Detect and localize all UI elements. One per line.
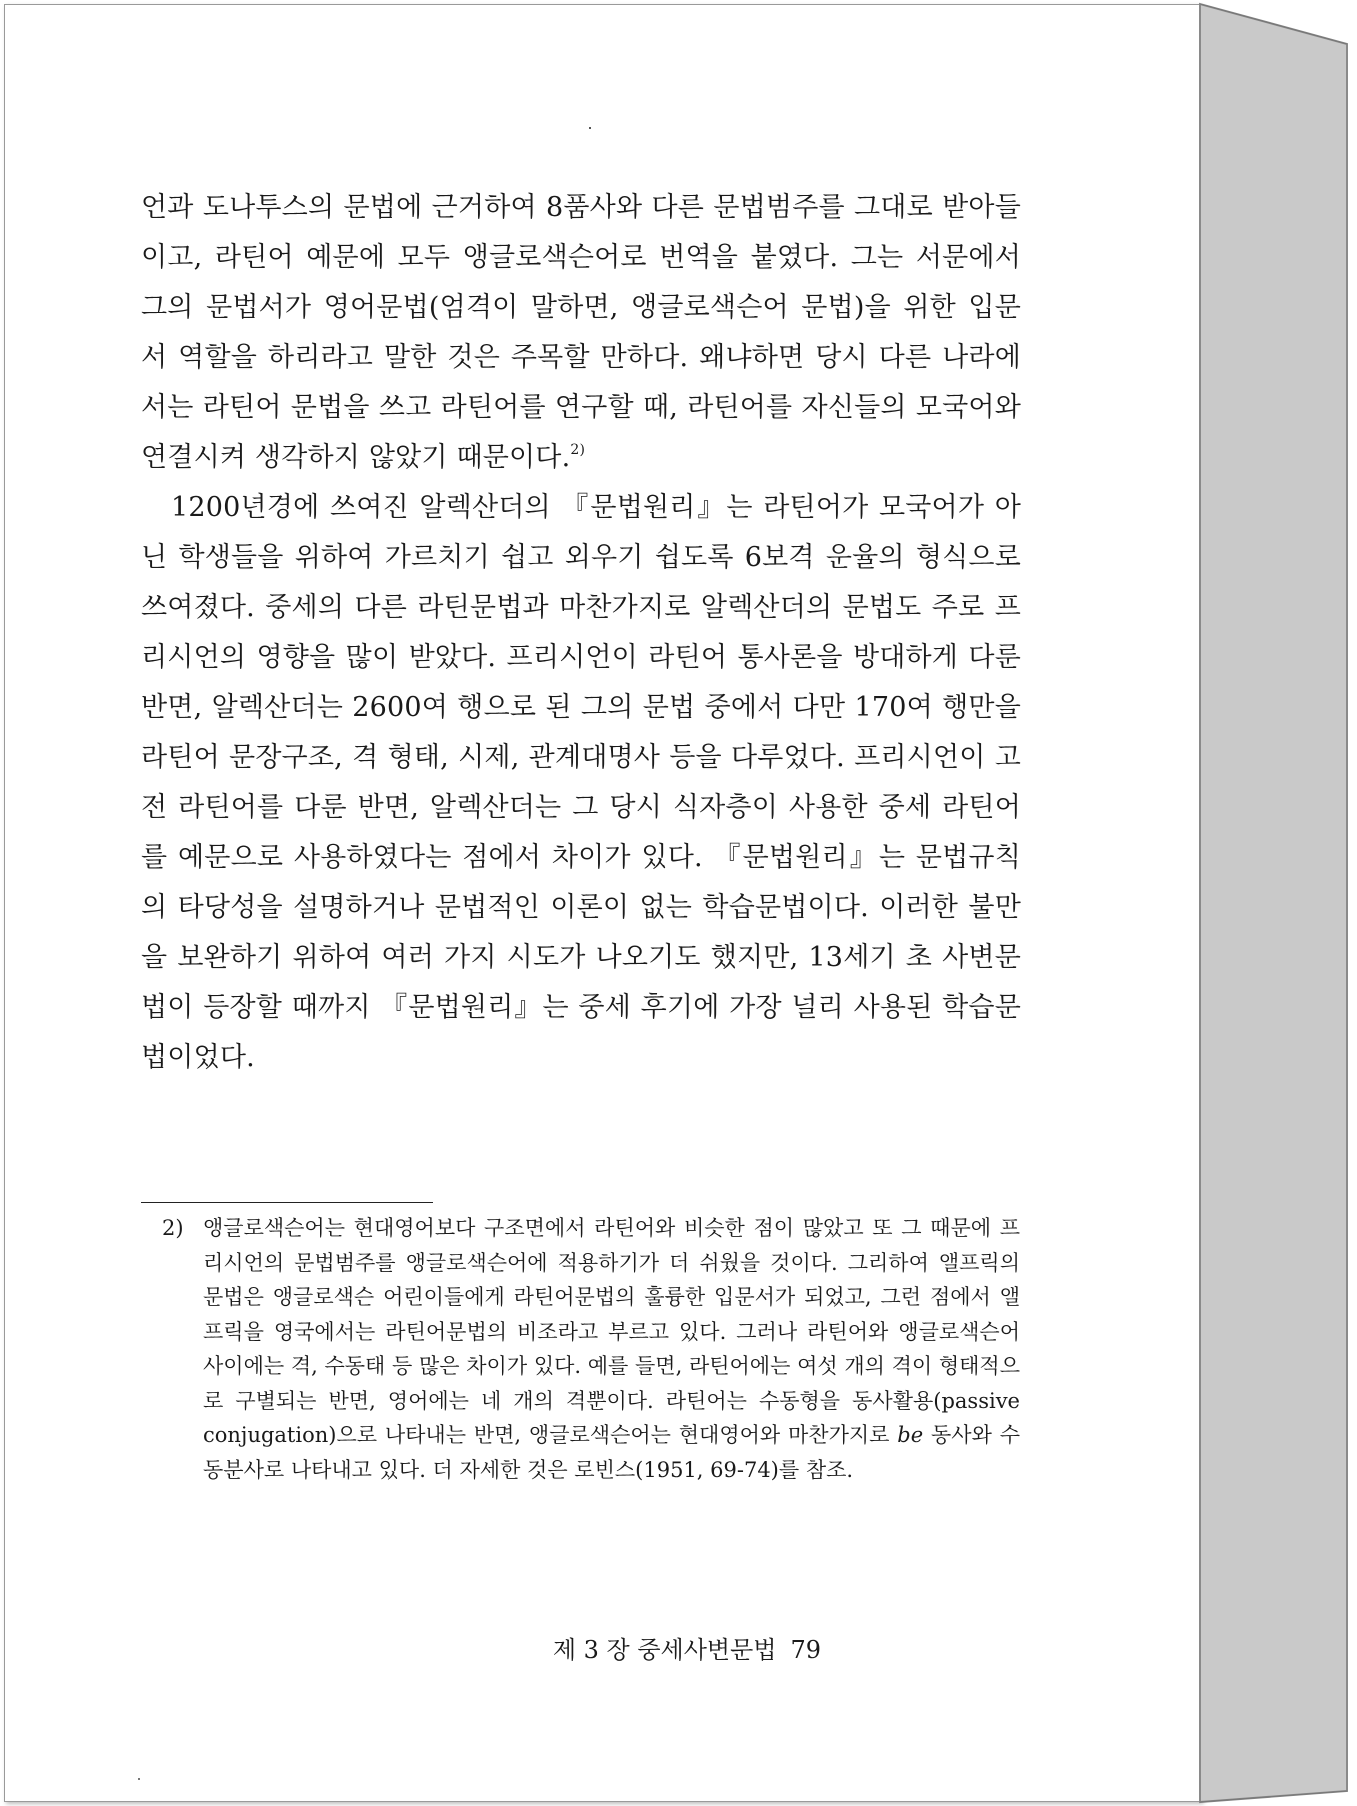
book-page <box>4 4 1202 1802</box>
paragraph-text: 언과 도나투스의 문법에 근거하여 8품사와 다른 문법범주를 그대로 받아들이고, 라틴어 예문에 모두 앵글로색슨어로 번역을 붙였다. 그는 서문에서 그의 문법서가 영어문법(엄격이 말하면, 앵글로색슨어 문법)을 위한 입문서 역할을 하리라고 말한 것은 주목할 만하다. 왜냐하면 당시 다른 나라에서는 라틴어 문법을 쓰고 라틴어를 연구할 때, 라틴어를 자신들의 모국어와 연결시켜 생각하지 않았기 때문이다. <box>141 192 1021 473</box>
footnote-text <box>162 1211 1020 1487</box>
scan-speck <box>138 1778 140 1780</box>
footnote <box>162 1211 1020 1487</box>
scan-speck <box>589 127 591 129</box>
footnote-text-part: 앵글로색슨어는 현대영어보다 구조면에서 라틴어와 비슷한 점이 많았고 또 그 때문에 프리시언의 문법범주를 앵글로색슨어에 적용하기가 더 쉬웠을 것이다. 그리하여 앨프릭의 문법은 앵글로색슨 어린이들에게 라틴어문법의 훌륭한 입문서가 되었고, 그런 점에서 앨프릭을 영국에서는 라틴어문법의 비조라고 부르고 있다. 그러나 라틴어와 앵글로색슨어 사이에는 격, 수동태 등 많은 차이가 있다. 예를 들면, 라틴어에는 여섯 개의 격이 형태적으로 구별되는 반면, 영어에는 네 개의 격뿐이다. 라틴어는 수동형을 동사활용(passive conjugation)으로 나타내는 반면, 앵글로색슨어는 현대영어와 마찬가지로 <box>203 1216 1020 1447</box>
footnote-reference: 2) <box>570 442 586 458</box>
body-text <box>141 183 1021 1083</box>
running-footer <box>553 1630 821 1665</box>
footnote-italic-term: be <box>897 1423 924 1447</box>
page-number: 79 <box>790 1636 821 1664</box>
footnote-number: 2) <box>162 1216 184 1240</box>
paragraph: 1200년경에 쓰여진 알렉산더의 『문법원리』는 라틴어가 모국어가 아닌 학생들을 위하여 가르치기 쉽고 외우기 쉽도록 6보격 운율의 형식으로 쓰여졌다. 중세의 다른 라틴문법과 마찬가지로 알렉산더의 문법도 주로 프리시언의 영향을 많이 받았다. 프리시언이 라틴어 통사론을 방대하게 다룬 반면, 알렉산더는 2600여 행으로 된 그의 문법 중에서 다만 170여 행만을 라틴어 문장구조, 격 형태, 시제, 관계대명사 등을 다루었다. 프리시언이 고전 라틴어를 다룬 반면, 알렉산더는 그 당시 식자층이 사용한 중세 라틴어를 예문으로 사용하였다는 점에서 차이가 있다. 『문법원리』는 문법규칙의 타당성을 설명하거나 문법적인 이론이 없는 학습문법이다. 이러한 불만을 보완하기 위하여 여러 가지 시도가 나오기도 했지만, 13세기 초 사변문법이 등장할 때까지 『문법원리』는 중세 후기에 가장 널리 사용된 학습문법이었다. <box>141 492 1021 1073</box>
paragraph <box>141 183 1021 483</box>
footnote-divider <box>141 1202 433 1203</box>
chapter-title: 제 3 장 중세사변문법 <box>552 1636 777 1664</box>
footnote-text-part: 동사와 수동분사로 나타내고 있다. 더 자세한 것은 로빈스(1951, 69-74)를 참조. <box>203 1423 1020 1482</box>
